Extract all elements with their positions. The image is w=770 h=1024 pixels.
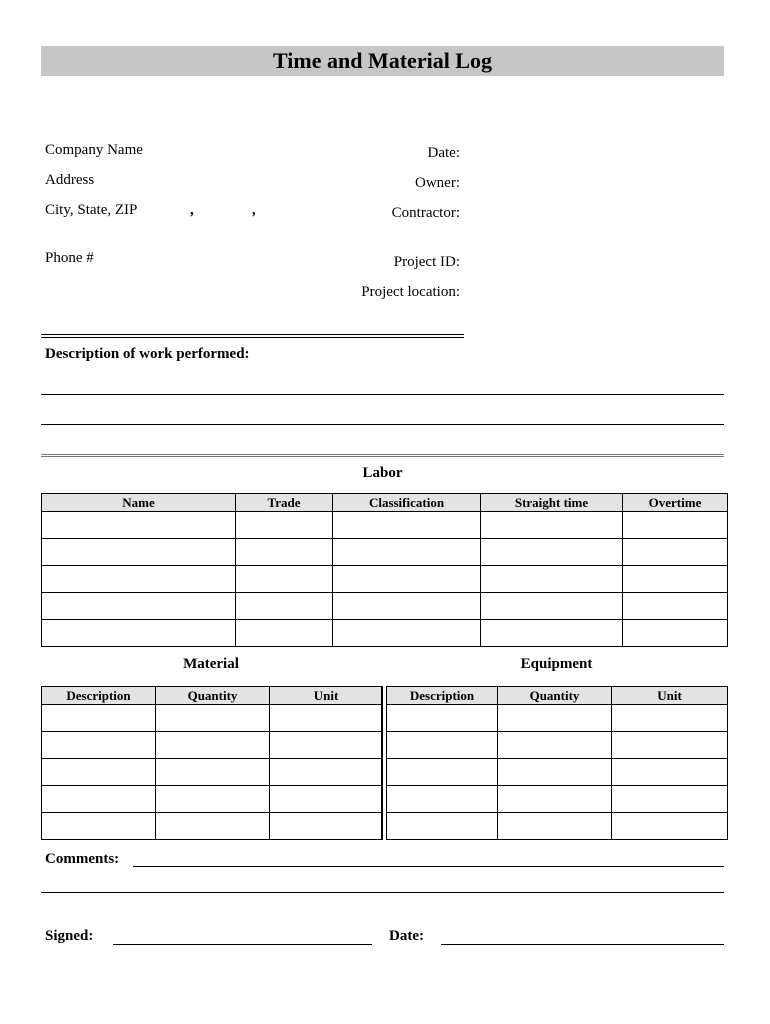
labor-col-straight-time: Straight time — [481, 494, 623, 512]
labor-col-trade: Trade — [236, 494, 333, 512]
table-cell[interactable] — [333, 620, 481, 647]
table-cell[interactable] — [156, 732, 270, 759]
labor-col-name: Name — [42, 494, 236, 512]
table-cell[interactable] — [270, 813, 383, 840]
phone-label: Phone # — [45, 250, 94, 266]
company-name-label: Company Name — [45, 142, 143, 158]
table-cell[interactable] — [42, 539, 236, 566]
table-cell[interactable] — [156, 759, 270, 786]
table-cell[interactable] — [42, 813, 156, 840]
table-cell[interactable] — [156, 786, 270, 813]
table-row — [42, 512, 728, 539]
table-cell[interactable] — [498, 705, 612, 732]
equipment-col-unit: Unit — [612, 687, 728, 705]
table-cell[interactable] — [481, 539, 623, 566]
comments-line[interactable] — [41, 892, 724, 893]
table-cell[interactable] — [333, 512, 481, 539]
table-row — [42, 786, 383, 813]
table-row — [387, 759, 728, 786]
equipment-table — [386, 686, 728, 840]
table-cell[interactable] — [498, 732, 612, 759]
city-comma: , — [190, 202, 194, 218]
table-cell[interactable] — [333, 593, 481, 620]
table-cell[interactable] — [387, 759, 498, 786]
table-row — [42, 566, 728, 593]
table-cell[interactable] — [236, 593, 333, 620]
project-location-label: Project location: — [361, 284, 460, 300]
signature-line[interactable] — [113, 944, 372, 945]
comments-line[interactable] — [133, 866, 724, 867]
table-cell[interactable] — [481, 620, 623, 647]
table-row — [42, 620, 728, 647]
address-label: Address — [45, 172, 95, 188]
table-cell[interactable] — [612, 705, 728, 732]
table-cell[interactable] — [333, 539, 481, 566]
table-cell[interactable] — [387, 732, 498, 759]
table-cell[interactable] — [42, 566, 236, 593]
equipment-col-quantity: Quantity — [498, 687, 612, 705]
labor-header-row — [42, 494, 728, 512]
labor-col-overtime: Overtime — [623, 494, 728, 512]
table-row — [42, 539, 728, 566]
table-row — [387, 705, 728, 732]
table-cell[interactable] — [623, 620, 728, 647]
project-id-label: Project ID: — [393, 254, 460, 270]
table-cell[interactable] — [623, 566, 728, 593]
table-cell[interactable] — [481, 593, 623, 620]
table-cell[interactable] — [623, 512, 728, 539]
table-cell[interactable] — [623, 593, 728, 620]
city-state-zip-label: City, State, ZIP — [45, 202, 138, 218]
state-comma: , — [252, 202, 256, 218]
equipment-header-row — [387, 687, 728, 705]
table-cell[interactable] — [42, 732, 156, 759]
table-cell[interactable] — [42, 512, 236, 539]
table-cell[interactable] — [42, 593, 236, 620]
description-label: Description of work performed: — [45, 346, 250, 362]
table-cell[interactable] — [387, 813, 498, 840]
table-cell[interactable] — [498, 786, 612, 813]
table-cell[interactable] — [270, 786, 383, 813]
signed-label: Signed: — [45, 928, 94, 944]
table-row — [387, 732, 728, 759]
table-cell[interactable] — [236, 566, 333, 593]
table-cell[interactable] — [498, 759, 612, 786]
table-cell[interactable] — [498, 813, 612, 840]
contractor-label: Contractor: — [391, 205, 460, 221]
table-cell[interactable] — [270, 732, 383, 759]
material-title: Material — [183, 656, 239, 672]
material-table — [41, 686, 383, 840]
table-cell[interactable] — [387, 705, 498, 732]
sign-date-label: Date: — [389, 928, 424, 944]
table-cell[interactable] — [42, 620, 236, 647]
table-row — [42, 593, 728, 620]
equipment-col-description: Description — [387, 687, 498, 705]
description-line[interactable] — [41, 424, 724, 425]
date-label: Date: — [427, 145, 460, 161]
table-cell[interactable] — [481, 566, 623, 593]
table-cell[interactable] — [236, 539, 333, 566]
table-separator — [381, 686, 383, 840]
table-row — [42, 813, 383, 840]
table-cell[interactable] — [481, 512, 623, 539]
material-col-unit: Unit — [270, 687, 383, 705]
table-cell[interactable] — [236, 512, 333, 539]
comments-label: Comments: — [45, 851, 120, 867]
header-divider — [41, 334, 464, 338]
table-cell[interactable] — [270, 759, 383, 786]
sign-date-line[interactable] — [441, 944, 724, 945]
table-cell[interactable] — [387, 786, 498, 813]
table-cell[interactable] — [612, 786, 728, 813]
table-cell[interactable] — [623, 539, 728, 566]
table-row — [42, 732, 383, 759]
table-row — [387, 786, 728, 813]
table-row — [42, 705, 383, 732]
labor-title: Labor — [362, 465, 403, 481]
table-row — [387, 813, 728, 840]
table-row — [42, 759, 383, 786]
table-cell[interactable] — [42, 705, 156, 732]
equipment-title: Equipment — [520, 656, 593, 672]
labor-table — [41, 493, 728, 647]
material-header-row — [42, 687, 383, 705]
section-divider — [41, 454, 724, 457]
table-cell[interactable] — [612, 813, 728, 840]
table-cell[interactable] — [612, 759, 728, 786]
table-cell[interactable] — [236, 620, 333, 647]
table-cell[interactable] — [270, 705, 383, 732]
labor-col-classification: Classification — [333, 494, 481, 512]
table-cell[interactable] — [612, 732, 728, 759]
table-cell[interactable] — [42, 759, 156, 786]
owner-label: Owner: — [415, 175, 460, 191]
table-cell[interactable] — [42, 786, 156, 813]
material-col-quantity: Quantity — [156, 687, 270, 705]
page-title: Time and Material Log — [41, 46, 724, 76]
table-cell[interactable] — [156, 705, 270, 732]
table-cell[interactable] — [156, 813, 270, 840]
material-col-description: Description — [42, 687, 156, 705]
description-line[interactable] — [41, 394, 724, 395]
table-cell[interactable] — [333, 566, 481, 593]
